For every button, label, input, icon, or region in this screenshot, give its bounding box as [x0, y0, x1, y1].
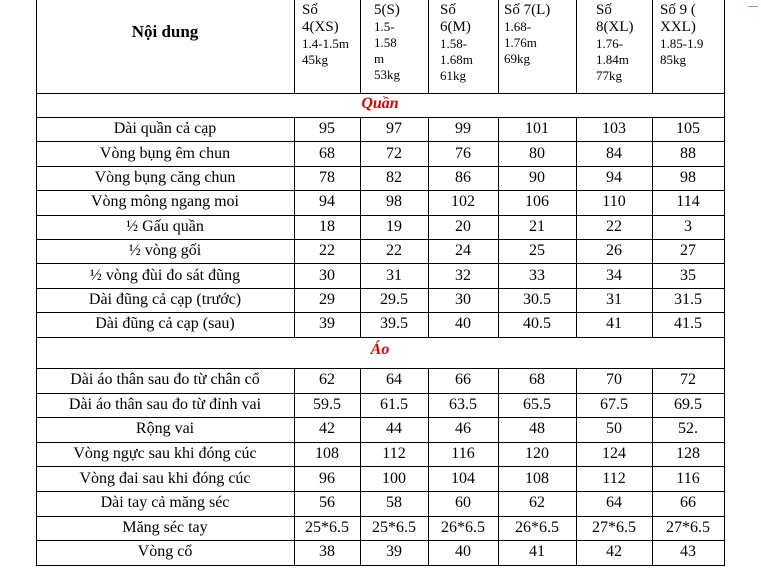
row-label: Vòng mông ngang moi	[91, 193, 239, 211]
row-value: 31	[386, 266, 402, 284]
row-value: 22	[319, 242, 335, 260]
row-value: 30	[319, 266, 335, 284]
row-value: 64	[386, 371, 402, 389]
grid-vline	[576, 117, 577, 337]
size-header-measure: 1.5-	[374, 19, 395, 34]
row-value: 39	[319, 315, 335, 333]
row-value: 84	[606, 144, 622, 162]
row-value: 128	[676, 445, 700, 463]
grid-vline	[576, 0, 577, 93]
size-header-measure: 1.68m	[440, 52, 473, 67]
grid-vline	[498, 368, 499, 565]
grid-vline	[428, 368, 429, 565]
row-value: 19	[386, 217, 402, 235]
size-header-label: Số 7(L)	[504, 2, 551, 18]
row-value: 22	[606, 217, 622, 235]
grid-hline	[36, 215, 725, 216]
size-header-measure: m	[374, 51, 385, 66]
size-header-measure: 1.76m	[504, 35, 537, 50]
row-label: ½ Gấu quần	[126, 217, 204, 235]
row-value: 39.5	[380, 315, 408, 333]
size-header-measure: 1.85-1.9	[660, 36, 704, 51]
row-value: 50	[606, 420, 622, 438]
row-value: 88	[680, 144, 696, 162]
row-value: 99	[455, 120, 471, 138]
row-value: 42	[606, 543, 622, 561]
row-value: 39	[386, 543, 402, 561]
row-value: 26*6.5	[441, 518, 485, 536]
grid-hline	[36, 312, 725, 313]
row-value: 116	[676, 469, 700, 487]
row-value: 60	[455, 494, 471, 512]
row-value: 35	[680, 266, 696, 284]
grid-vline	[360, 0, 361, 93]
row-label: Vòng bụng êm chun	[99, 144, 231, 162]
header-title: Nội dung	[131, 22, 199, 41]
row-value: 112	[602, 469, 626, 487]
grid-hline	[36, 288, 725, 289]
row-label: Dài đũng cả cạp (trước)	[88, 290, 242, 308]
row-value: 62	[529, 494, 545, 512]
row-value: 33	[529, 266, 545, 284]
row-value: 76	[455, 144, 471, 162]
row-value: 116	[451, 445, 475, 463]
row-value: 41	[529, 543, 545, 561]
row-value: 25	[529, 242, 545, 260]
row-value: 72	[386, 144, 402, 162]
row-value: 98	[680, 168, 696, 186]
size-header-label: Số	[302, 2, 318, 18]
section-shirt: Áo	[370, 341, 390, 358]
row-label: Dài quần cả cạp	[113, 120, 217, 138]
row-label: ½ vòng đùi đo sát đũng	[89, 266, 241, 284]
grid-hline	[36, 491, 725, 492]
grid-hline	[36, 442, 725, 443]
grid-hline	[36, 141, 725, 142]
row-value: 90	[529, 168, 545, 186]
grid-vline	[428, 0, 429, 93]
row-value: 68	[529, 371, 545, 389]
section-pants: Quần	[361, 95, 399, 112]
size-header-4	[504, 2, 550, 67]
row-label: Vòng cổ	[137, 543, 193, 561]
grid-hline	[36, 516, 725, 517]
size-header-measure: 1.58-	[440, 36, 468, 51]
row-value: 105	[676, 120, 700, 138]
row-label: Măng séc tay	[122, 518, 208, 536]
size-header-measure: 1.4-1.5m	[302, 36, 349, 51]
row-value: 52.	[678, 420, 698, 438]
row-value: 18	[319, 217, 335, 235]
row-value: 25*6.5	[305, 518, 349, 536]
row-value: 66	[455, 371, 471, 389]
size-header-measure: 1.76-	[596, 36, 624, 51]
size-header-measure: 1.58	[374, 35, 397, 50]
row-value: 103	[602, 120, 626, 138]
row-value: 78	[319, 168, 335, 186]
row-value: 114	[676, 193, 700, 211]
grid-hline	[36, 466, 725, 467]
grid-hline	[36, 93, 725, 94]
row-value: 41	[606, 315, 622, 333]
row-value: 112	[382, 445, 406, 463]
row-value: 95	[319, 120, 335, 138]
row-value: 80	[529, 144, 545, 162]
size-header-label: 8(XL)	[596, 19, 634, 35]
row-value: 120	[525, 445, 549, 463]
row-value: 98	[386, 193, 402, 211]
row-value: 66	[680, 494, 696, 512]
grid-vline	[652, 0, 653, 93]
size-header-measure: 1.68-	[504, 19, 532, 34]
row-label: Dài áo thân sau đo từ chân cổ	[70, 371, 260, 389]
row-value: 102	[451, 193, 475, 211]
size-header-measure: 69kg	[504, 51, 530, 66]
size-header-label: Số	[596, 2, 612, 18]
grid-vline	[652, 117, 653, 337]
row-value: 106	[525, 193, 549, 211]
row-label: Vòng bụng căng chun	[94, 168, 236, 186]
size-header-1	[302, 2, 349, 68]
size-header-label: Số	[440, 2, 456, 18]
row-value: 69.5	[674, 395, 702, 413]
row-value: 29.5	[380, 290, 408, 308]
size-header-6	[660, 2, 703, 68]
row-label: Vòng đai sau khi đóng cúc	[79, 469, 251, 487]
row-value: 40	[455, 315, 471, 333]
row-value: 3	[684, 217, 692, 235]
row-value: 63.5	[449, 395, 477, 413]
row-label: Rộng vai	[135, 420, 195, 438]
row-value: 101	[525, 120, 549, 138]
row-label: Dài đũng cả cạp (sau)	[95, 315, 235, 333]
row-value: 97	[386, 120, 402, 138]
row-value: 104	[451, 469, 475, 487]
row-label: ½ vòng gối	[128, 242, 202, 260]
row-value: 72	[680, 371, 696, 389]
row-value: 34	[606, 266, 622, 284]
row-value: 100	[382, 469, 406, 487]
row-value: 94	[606, 168, 622, 186]
row-value: 56	[319, 494, 335, 512]
grid-vline	[360, 368, 361, 565]
grid-vline	[36, 0, 37, 566]
row-value: 31	[606, 290, 622, 308]
row-label: Dài áo thân sau đo từ đỉnh vai	[68, 395, 262, 413]
row-value: 68	[319, 144, 335, 162]
size-header-label: 6(M)	[440, 19, 471, 35]
grid-hline	[36, 166, 725, 167]
row-value: 22	[386, 242, 402, 260]
row-value: 62	[319, 371, 335, 389]
row-value: 59.5	[313, 395, 341, 413]
grid-vline	[576, 368, 577, 565]
row-value: 86	[455, 168, 471, 186]
grid-vline	[724, 0, 725, 566]
grid-vline	[498, 117, 499, 337]
row-value: 96	[319, 469, 335, 487]
grid-vline	[360, 117, 361, 337]
grid-vline	[498, 0, 499, 93]
row-value: 27*6.5	[666, 518, 710, 536]
grid-hline	[36, 337, 725, 338]
grid-hline	[36, 393, 725, 394]
page-edge	[746, 0, 761, 570]
row-value: 40.5	[523, 315, 551, 333]
row-value: 61.5	[380, 395, 408, 413]
grid-vline	[294, 117, 295, 337]
row-value: 29	[319, 290, 335, 308]
row-value: 21	[529, 217, 545, 235]
row-value: 32	[455, 266, 471, 284]
grid-hline	[36, 368, 725, 369]
size-header-measure: 61kg	[440, 68, 466, 83]
row-value: 30	[455, 290, 471, 308]
size-header-5	[596, 2, 634, 84]
size-header-measure: 85kg	[660, 52, 686, 67]
row-value: 44	[386, 420, 402, 438]
row-value: 94	[319, 193, 335, 211]
row-value: 38	[319, 543, 335, 561]
row-value: 24	[455, 242, 471, 260]
row-value: 30.5	[523, 290, 551, 308]
row-value: 26*6.5	[515, 518, 559, 536]
row-value: 110	[602, 193, 626, 211]
size-header-label: Số 9 (	[660, 2, 696, 18]
row-value: 108	[315, 445, 339, 463]
size-header-2	[374, 2, 400, 83]
row-value: 67.5	[600, 395, 628, 413]
grid-vline	[294, 0, 295, 93]
grid-hline	[36, 263, 725, 264]
row-value: 41.5	[674, 315, 702, 333]
row-value: 27	[680, 242, 696, 260]
grid-hline	[36, 117, 725, 118]
row-value: 26	[606, 242, 622, 260]
row-value: 124	[602, 445, 626, 463]
row-value: 42	[319, 420, 335, 438]
grid-hline	[36, 417, 725, 418]
row-value: 46	[455, 420, 471, 438]
row-value: 48	[529, 420, 545, 438]
row-value: 70	[606, 371, 622, 389]
grid-hline	[36, 540, 725, 541]
size-header-3	[440, 2, 473, 84]
row-value: 65.5	[523, 395, 551, 413]
row-label: Vòng ngực sau khi đóng cúc	[73, 445, 257, 463]
row-value: 20	[455, 217, 471, 235]
row-value: 31.5	[674, 290, 702, 308]
row-value: 64	[606, 494, 622, 512]
grid-vline	[428, 117, 429, 337]
row-value: 27*6.5	[592, 518, 636, 536]
grid-hline	[36, 565, 725, 566]
row-value: 40	[455, 543, 471, 561]
size-header-measure: 77kg	[596, 68, 622, 83]
size-header-measure: 53kg	[374, 67, 400, 82]
grid-hline	[36, 190, 725, 191]
size-header-label: 5(S)	[374, 2, 400, 18]
size-header-label: 4(XS)	[302, 19, 339, 35]
row-value: 82	[386, 168, 402, 186]
row-value: 43	[680, 543, 696, 561]
grid-vline	[652, 368, 653, 565]
row-label: Dài tay cả măng séc	[100, 494, 230, 512]
row-value: 58	[386, 494, 402, 512]
grid-vline	[294, 368, 295, 565]
page-edge-mark	[748, 6, 758, 7]
size-header-measure: 1.84m	[596, 52, 629, 67]
grid-hline	[36, 239, 725, 240]
row-value: 25*6.5	[372, 518, 416, 536]
size-header-measure: 45kg	[302, 52, 328, 67]
row-value: 108	[525, 469, 549, 487]
size-header-label: XXL)	[660, 19, 696, 35]
